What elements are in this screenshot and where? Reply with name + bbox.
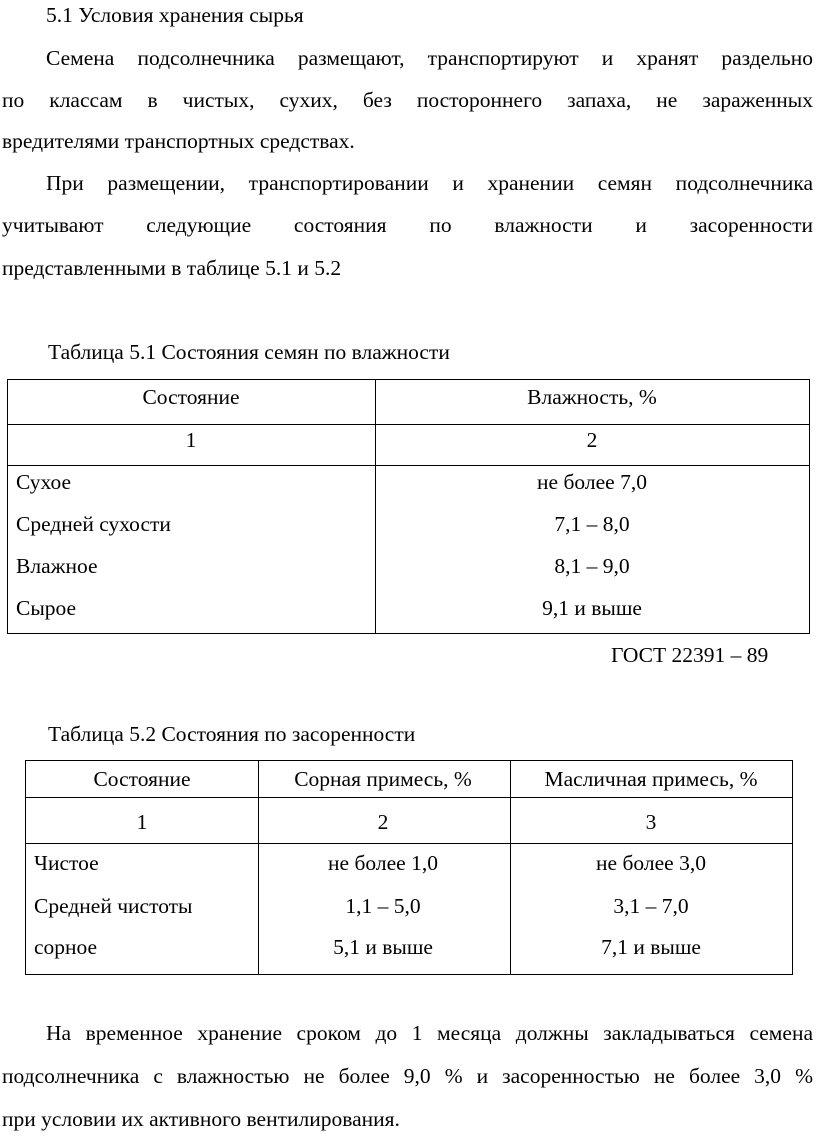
table2-row-state: сорное <box>34 935 98 959</box>
table2-row-weed: 5,1 и выше <box>333 935 433 959</box>
paragraph2-line1: При размещении, транспортировании и хранении семян подсолнечника <box>46 171 813 195</box>
table1-col-number-2: 2 <box>586 428 598 452</box>
table1-divider <box>375 380 376 633</box>
table2-header-rule <box>26 797 792 798</box>
table2-caption: Таблица 5.2 Состояния по засоренности <box>48 722 416 746</box>
table1-source: ГОСТ 22391 – 89 <box>611 643 769 667</box>
table2-col-number-1: 1 <box>136 810 148 834</box>
table2-header-oil-impurity: Масличная примесь, % <box>544 767 758 791</box>
table2-row-oil: не более 3,0 <box>596 851 706 875</box>
paragraph1-line1: Семена подсолнечника размещают, транспортируют и хранят раздельно <box>46 46 813 70</box>
paragraph1-line3: вредителями транспортных средствах. <box>2 129 355 153</box>
table1-row-moisture: не более 7,0 <box>537 470 647 494</box>
table2-row-weed: 1,1 – 5,0 <box>345 894 421 918</box>
paragraph3-line1: На временное хранение сроком до 1 месяца должны закладываться семена <box>46 1021 813 1045</box>
table1-row-moisture: 7,1 – 8,0 <box>554 512 630 536</box>
table1-row-state: Сухое <box>16 470 72 494</box>
table1-row-state: Сырое <box>16 596 77 620</box>
table1-row-moisture: 9,1 и выше <box>542 596 642 620</box>
table1-row-state: Средней сухости <box>16 512 171 536</box>
table2-header-state: Состояние <box>93 767 191 791</box>
table1-row-moisture: 8,1 – 9,0 <box>554 554 630 578</box>
table2-number-rule <box>26 843 792 844</box>
table1-caption: Таблица 5.1 Состояния семян по влажности <box>48 340 450 364</box>
table2-row-state: Чистое <box>34 851 99 875</box>
table2-col-number-2: 2 <box>377 810 389 834</box>
table1-moisture <box>7 379 810 634</box>
paragraph3-line2: подсолнечника с влажностью не более 9,0 % и засоренностью не более 3,0 % <box>2 1064 813 1088</box>
table2-row-weed: не более 1,0 <box>328 851 438 875</box>
table1-header-state: Состояние <box>142 385 240 409</box>
table2-col-number-3: 3 <box>645 810 657 834</box>
table1-col-number-1: 1 <box>185 428 197 452</box>
table2-divider-1 <box>258 761 259 974</box>
table2-row-oil: 3,1 – 7,0 <box>613 894 689 918</box>
paragraph1-line2: по классам в чистых, сухих, без постороннего запаха, не зараженных <box>2 88 813 112</box>
table2-divider-2 <box>510 761 511 974</box>
paragraph2-line3: представленными в таблице 5.1 и 5.2 <box>2 256 342 280</box>
table2-contamination <box>25 760 793 975</box>
table1-header-rule <box>8 424 809 425</box>
table2-header-weed-impurity: Сорная примесь, % <box>294 767 472 791</box>
paragraph2-line2: учитывают следующие состояния по влажности и засоренности <box>2 213 813 237</box>
table1-header-moisture: Влажность, % <box>527 385 657 409</box>
table1-number-rule <box>8 465 809 466</box>
table1-row-state: Влажное <box>16 554 98 578</box>
table2-row-oil: 7,1 и выше <box>601 935 701 959</box>
table2-row-state: Средней чистоты <box>34 894 193 918</box>
paragraph3-line3: при условии их активного вентилирования. <box>2 1107 400 1131</box>
section-title: 5.1 Условия хранения сырья <box>46 3 304 27</box>
